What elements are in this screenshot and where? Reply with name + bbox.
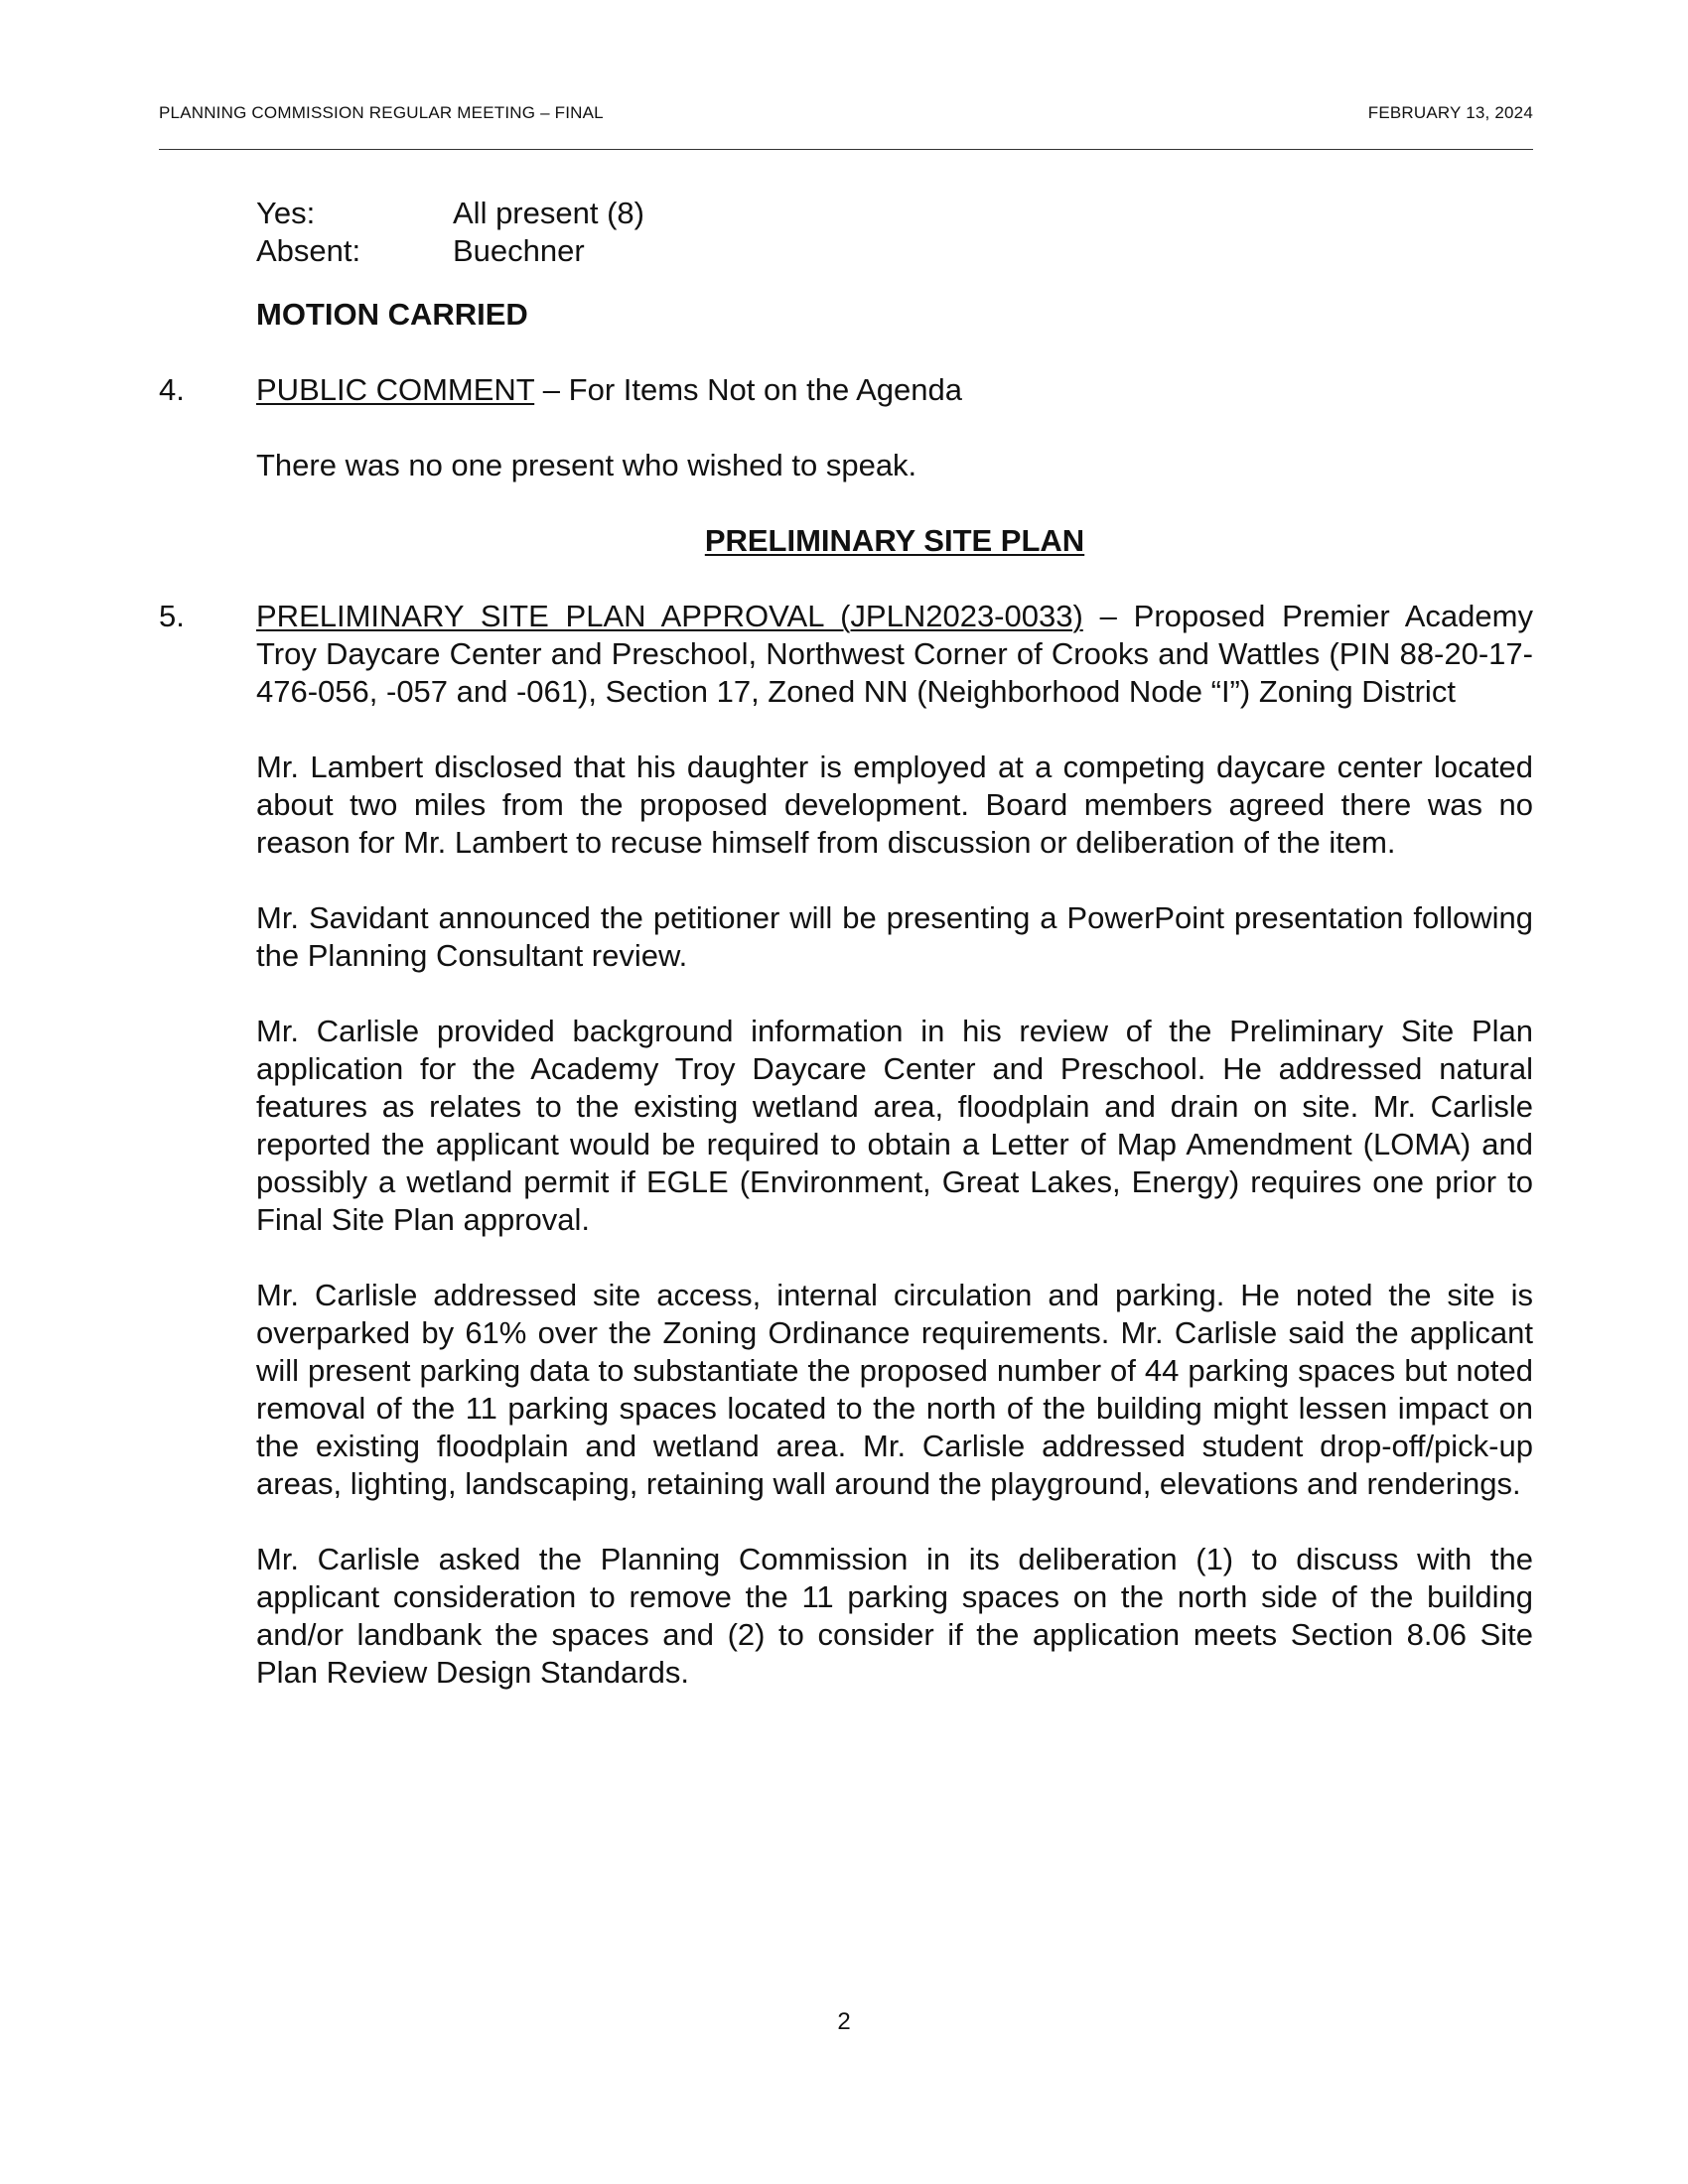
vote-yes-row	[256, 195, 1533, 232]
header-divider	[159, 149, 1533, 150]
item-5-paragraph-1: Mr. Lambert disclosed that his daughter is employed at a competing daycare center located about two miles from the proposed development. Board members agreed there was no reason for Mr. Lambert to recuse himself from discussion or deliberation of the item.	[256, 750, 1533, 860]
item-4-title-suffix: – For Items Not on the Agenda	[534, 372, 962, 407]
vote-absent-label: Absent:	[256, 233, 361, 268]
item-5-title-suffix: – Proposed Premier Academy Troy Daycare Center and Preschool, Northwest Corner of Crooks and Wattles (PIN 88-20-17-476-056, -057 and -061), Section 17, Zoned NN (Neighborhood Node “I”) Zoning District	[256, 599, 1533, 709]
page-header	[159, 103, 1533, 123]
section-heading-text: PRELIMINARY SITE PLAN	[704, 523, 1085, 558]
document-body	[159, 195, 1533, 1692]
vote-yes-value: All present (8)	[453, 196, 644, 230]
item-4-body	[256, 371, 1533, 484]
item-5-paragraph-5: Mr. Carlisle asked the Planning Commission in its deliberation (1) to discuss with the applicant consideration to remove the 11 parking spaces on the north side of the building and/or landbank the spaces and (2) to consider if the application meets Section 8.06 Site Plan Review Design Standards.	[256, 1542, 1533, 1690]
item-5-title: PRELIMINARY SITE PLAN APPROVAL (JPLN2023-0033)	[256, 599, 1083, 633]
item-5-paragraph-4: Mr. Carlisle addressed site access, internal circulation and parking. He noted the site is overparked by 61% over the Zoning Ordinance requirements. Mr. Carlisle said the applicant will present parking data to substantiate the proposed number of 44 parking spaces but noted removal of the 11 parking spaces located to the north of the building might lessen impact on the existing floodplain and wetland area. Mr. Carlisle addressed student drop-off/pick-up areas, lighting, landscaping, retaining wall around the playground, elevations and renderings.	[256, 1278, 1533, 1501]
item-4-text: There was no one present who wished to speak.	[256, 448, 917, 482]
vote-absent-value: Buechner	[453, 233, 585, 268]
section-heading	[159, 522, 1533, 560]
item-5-heading	[256, 598, 1533, 711]
item-5-paragraph-3: Mr. Carlisle provided background information in his review of the Preliminary Site Plan application for the Academy Troy Daycare Center and Preschool. He addressed natural features as relates to the existing wetland area, floodplain and drain on site. Mr. Carlisle reported the applicant would be required to obtain a Letter of Map Amendment (LOMA) and possibly a wetland permit if EGLE (Environment, Great Lakes, Energy) requires one prior to Final Site Plan approval.	[256, 1014, 1533, 1237]
agenda-item-4	[159, 371, 1533, 484]
motion-result: MOTION CARRIED	[256, 297, 528, 332]
item-5-body	[256, 598, 1533, 1692]
vote-block	[256, 195, 1533, 334]
header-date: FEBRUARY 13, 2024	[1367, 103, 1533, 122]
item-4-heading	[256, 371, 1533, 409]
item-4-number: 4.	[159, 372, 185, 407]
header-meeting-title: PLANNING COMMISSION REGULAR MEETING – FINAL	[159, 103, 604, 122]
item-5-paragraph-2: Mr. Savidant announced the petitioner will be presenting a PowerPoint presentation following the Planning Consultant review.	[256, 900, 1533, 973]
item-4-title: PUBLIC COMMENT	[256, 372, 535, 407]
item-5-number: 5.	[159, 599, 185, 633]
agenda-item-5	[159, 598, 1533, 1692]
page-number: 2	[837, 2008, 851, 2035]
vote-absent-row	[256, 232, 1533, 270]
vote-yes-label: Yes:	[256, 196, 316, 230]
